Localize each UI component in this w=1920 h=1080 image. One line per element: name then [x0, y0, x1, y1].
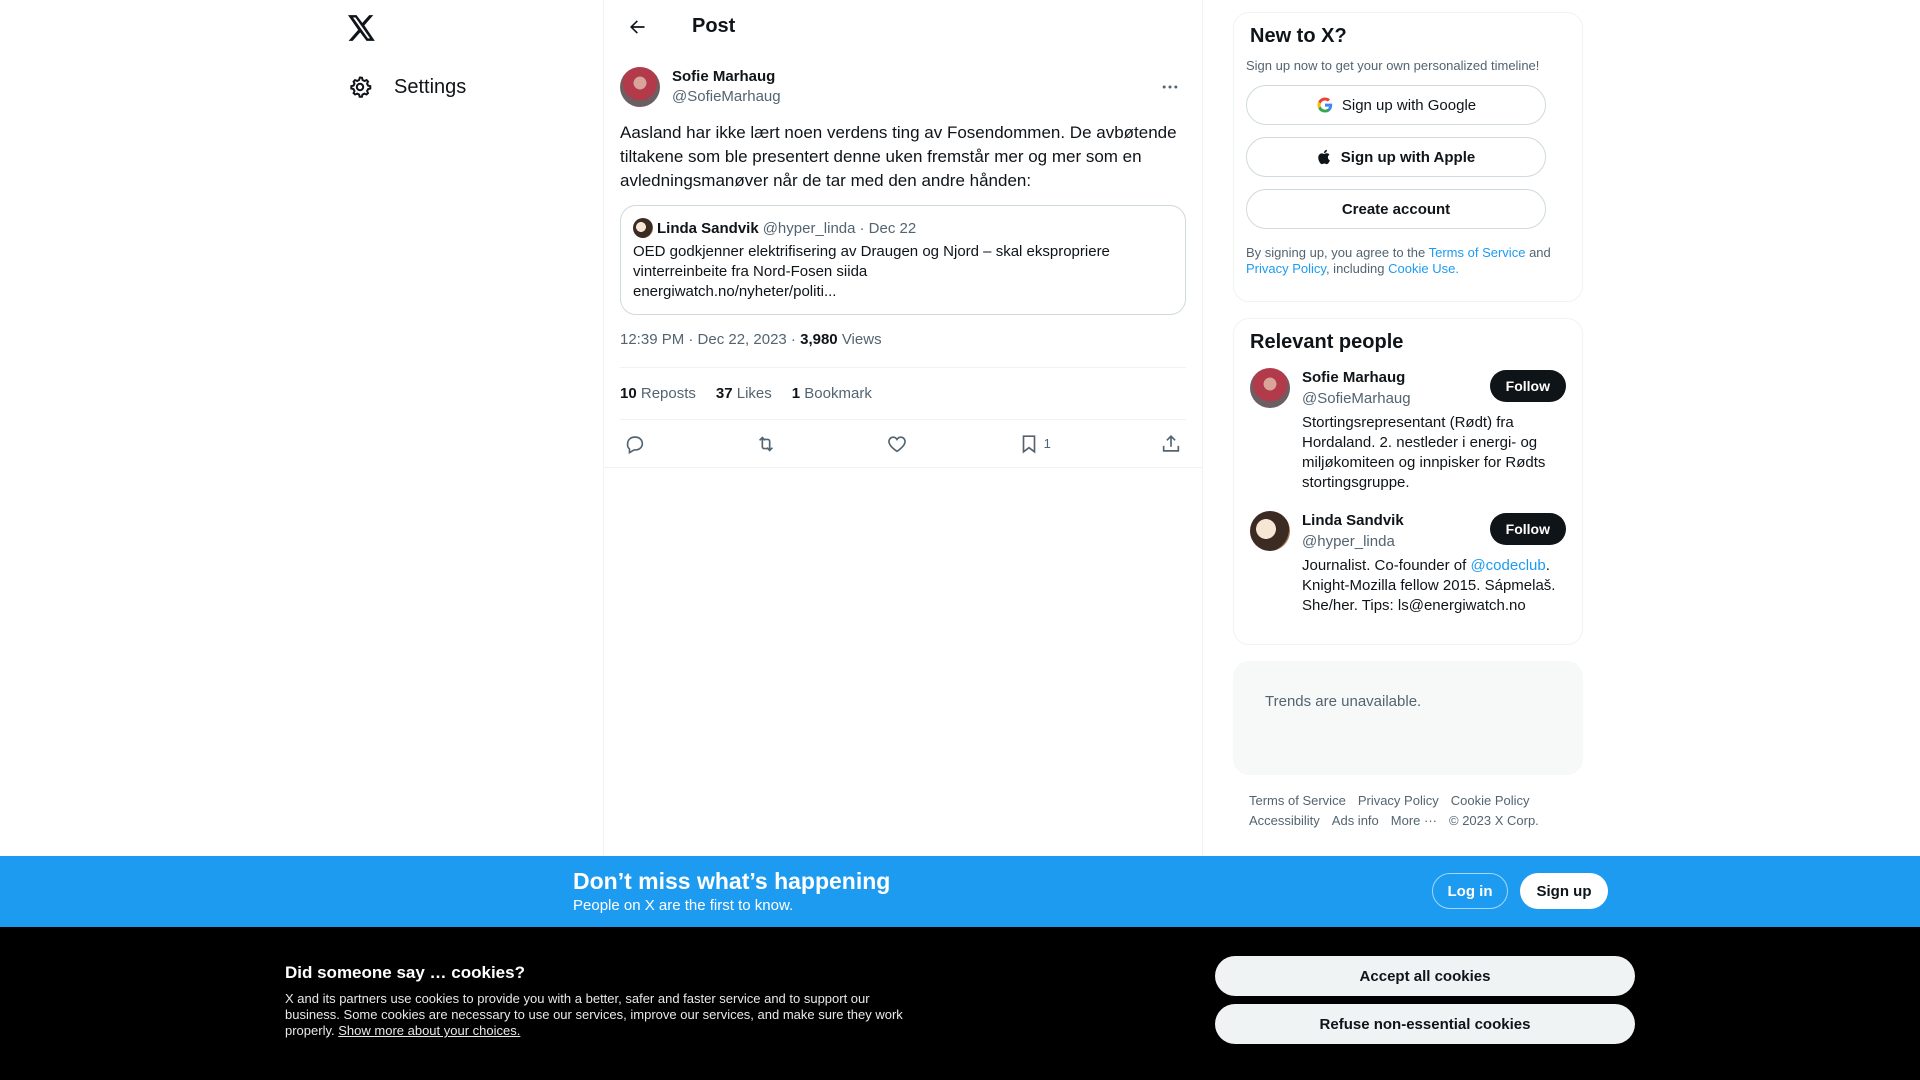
person-name[interactable]: Linda Sandvik: [1302, 512, 1404, 529]
signup-legal-text: [1246, 245, 1570, 277]
follow-button[interactable]: Follow: [1490, 370, 1566, 402]
likes-count: 37: [715, 385, 733, 402]
back-button[interactable]: [620, 10, 654, 44]
nav-settings[interactable]: [346, 66, 466, 108]
quote-date: · Dec 22: [859, 219, 917, 237]
more-options-button[interactable]: [1154, 71, 1186, 103]
tweet-text: Aasland har ikke lært noen verdens ting av Fosendommen. De avbøtende tiltakene som ble presentert denne uken fremstår mer og mer som en avledningsmanøver når de tar med den andre hånden:: [620, 123, 1177, 190]
legal-text: By signing up, you agree to the: [1246, 245, 1426, 260]
views-count: 3,980: [800, 331, 838, 348]
post-header: [604, 0, 1202, 53]
person-handle[interactable]: @hyper_linda: [1302, 533, 1395, 550]
person-item[interactable]: [1250, 368, 1566, 493]
cookie-choices-link[interactable]: Show more about your choices.: [338, 1023, 521, 1038]
x-logo-icon[interactable]: [346, 10, 378, 46]
quote-text: OED godkjenner elektrifisering av Draugen og Njord – skal ekspropriere vinterreinbeite fra Nord-Fosen siida: [633, 243, 1110, 280]
footer-terms-link[interactable]: Terms of Service: [1249, 793, 1346, 808]
arrow-left-icon: [627, 17, 647, 37]
bookmarks-label: Bookmark: [804, 385, 872, 402]
repost-button[interactable]: [755, 433, 777, 455]
refuse-cookies-button[interactable]: Refuse non-essential cookies: [1215, 1004, 1635, 1044]
tweet-author: [620, 65, 1186, 109]
apple-icon: [1317, 148, 1333, 166]
bookmark-icon: [1018, 433, 1040, 455]
nav-settings-label: Settings: [394, 75, 467, 98]
quote-avatar: [633, 218, 653, 238]
reposts-count: 10: [620, 385, 637, 402]
cookie-use-link[interactable]: Cookie Use.: [1388, 261, 1459, 276]
google-icon: [1316, 96, 1334, 114]
tweet-timestamp: [620, 331, 1186, 351]
trends-card: [1233, 661, 1583, 775]
cookie-title: Did someone say … cookies?: [285, 963, 525, 982]
gear-icon: [346, 73, 374, 101]
login-button[interactable]: Log in: [1432, 873, 1508, 909]
footer-privacy-link[interactable]: Privacy Policy: [1357, 793, 1439, 808]
signup-banner: [0, 856, 1920, 927]
follow-button[interactable]: Follow: [1490, 513, 1566, 545]
reply-icon: [624, 433, 646, 455]
cookie-body: X and its partners use cookies to provide you with a better, safer and faster service and to support our business. Some cookies are necessary to use our services, improve our services, and make sure they work properly.: [285, 991, 903, 1038]
repost-icon: [755, 433, 777, 455]
new-to-x-title: New to X?: [1250, 25, 1347, 47]
quoted-tweet[interactable]: [620, 205, 1186, 315]
trends-unavailable-text: Trends are unavailable.: [1265, 693, 1422, 710]
person-bio: Stortingsrepresentant (Rødt) fra Hordaland. 2. nestleder i energi- og miljøkomiteen og innpisker for Rødts stortingsgruppe.: [1302, 414, 1546, 491]
author-name[interactable]: Sofie Marhaug: [672, 68, 776, 85]
bookmarks-count: 1: [791, 385, 801, 402]
footer-ads-info-link[interactable]: Ads info: [1331, 813, 1379, 828]
cookie-text: [285, 991, 925, 1039]
likes-stat[interactable]: [716, 385, 772, 402]
quote-link: energiwatch.no/nyheter/politi...: [633, 283, 837, 300]
left-nav: [346, 0, 604, 856]
quote-author-handle: @hyper_linda: [762, 219, 856, 237]
bookmark-button[interactable]: [1018, 433, 1051, 455]
like-button[interactable]: [886, 433, 908, 455]
avatar[interactable]: [1250, 368, 1290, 408]
bio-text-2: . Knight-Mozilla fellow 2015. Sápmelaš. She/her. Tips: ls@energiwatch.no: [1302, 557, 1556, 614]
tweet: [604, 53, 1202, 468]
signup-apple-button[interactable]: [1246, 137, 1546, 177]
signup-apple-label: Sign up with Apple: [1340, 148, 1476, 166]
banner-subtitle: People on X are the first to know.: [573, 897, 794, 914]
reply-button[interactable]: [624, 433, 646, 455]
heart-icon: [886, 433, 908, 455]
person-item[interactable]: [1250, 511, 1566, 616]
right-sidebar: [1233, 0, 1583, 831]
avatar[interactable]: [620, 67, 660, 107]
footer-cookie-link[interactable]: Cookie Policy: [1450, 793, 1530, 808]
privacy-link[interactable]: Privacy Policy: [1246, 261, 1326, 276]
footer-more-link[interactable]: More ···: [1390, 813, 1437, 828]
reposts-label: Reposts: [640, 385, 696, 402]
bookmarks-stat[interactable]: [792, 385, 872, 402]
relevant-people-title: Relevant people: [1250, 331, 1404, 353]
main-column: [603, 0, 1203, 856]
banner-title: Don’t miss what’s happening: [573, 868, 891, 894]
terms-link[interactable]: Terms of Service: [1428, 245, 1526, 260]
views-label: Views: [841, 331, 882, 348]
legal-and: and: [1529, 245, 1551, 260]
tweet-stats: [620, 367, 1186, 420]
legal-including: , including: [1325, 261, 1385, 276]
share-button[interactable]: [1160, 433, 1182, 455]
codeclub-link[interactable]: @codeclub: [1470, 557, 1546, 574]
signup-button[interactable]: Sign up: [1520, 873, 1608, 909]
relevant-people-card: [1233, 318, 1583, 645]
cookie-banner: [0, 927, 1920, 1080]
likes-label: Likes: [736, 385, 772, 402]
person-name[interactable]: Sofie Marhaug: [1302, 369, 1406, 386]
tweet-actions: [604, 420, 1202, 468]
avatar[interactable]: [1250, 511, 1290, 551]
new-to-x-subtitle: Sign up now to get your own personalized timeline!: [1246, 58, 1540, 73]
tweet-time[interactable]: 12:39 PM · Dec 22, 2023 ·: [620, 331, 796, 348]
create-account-label: Create account: [1341, 200, 1451, 218]
more-dots-icon: [1160, 77, 1180, 97]
author-handle[interactable]: @SofieMarhaug: [672, 88, 781, 105]
person-handle[interactable]: @SofieMarhaug: [1302, 390, 1411, 407]
footer-copyright: © 2023 X Corp.: [1449, 813, 1539, 828]
accept-cookies-button[interactable]: Accept all cookies: [1215, 956, 1635, 996]
reposts-stat[interactable]: [620, 385, 696, 402]
signup-google-label: Sign up with Google: [1341, 96, 1477, 114]
create-account-button[interactable]: [1246, 189, 1546, 229]
footer-accessibility-link[interactable]: Accessibility: [1249, 813, 1320, 828]
signup-google-button[interactable]: [1246, 85, 1546, 125]
bio-text: Journalist. Co-founder of: [1302, 557, 1467, 574]
footer-links: [1233, 791, 1573, 831]
new-to-x-card: [1233, 12, 1583, 302]
bookmark-action-count: 1: [1043, 436, 1051, 451]
share-icon: [1160, 433, 1182, 455]
page-title: Post: [692, 15, 736, 37]
person-bio: [1302, 556, 1566, 616]
quote-author-name: Linda Sandvik: [657, 219, 759, 237]
